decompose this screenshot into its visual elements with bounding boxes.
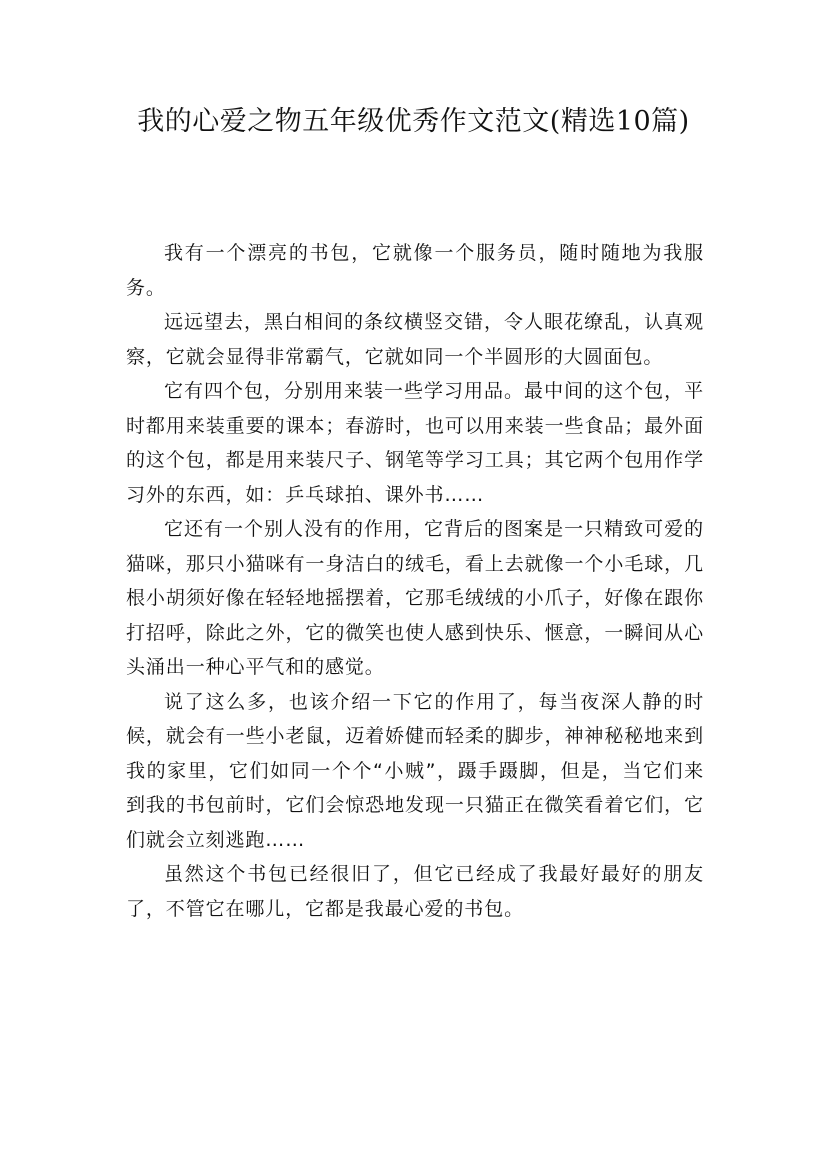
paragraph: 它有四个包，分别用来装一些学习用品。最中间的这个包，平时都用来装重要的课本；春游时，也可以用来装一些食品；最外面的这个包，都是用来装尺子、钢笔等学习工具；其它两个包用作学习外的东西，如：乒乓球拍、课外书……	[126, 380, 704, 506]
paragraph: 我有一个漂亮的书包，它就像一个服务员，随时随地为我服务。	[126, 242, 704, 299]
paragraph: 远远望去，黑白相间的条纹横竖交错，令人眼花缭乱，认真观察，它就会显得非常霸气，它就如同一个半圆形的大圆面包。	[126, 311, 704, 368]
document-body	[126, 236, 704, 926]
document-title: 我的心爱之物五年级优秀作文范文(精选10篇)	[137, 106, 690, 137]
paragraph: 虽然这个书包已经很旧了，但它已经成了我最好最好的朋友了，不管它在哪儿，它都是我最心爱的书包。	[126, 863, 704, 920]
paragraph: 它还有一个别人没有的作用，它背后的图案是一只精致可爱的猫咪，那只小猫咪有一身洁白的绒毛，看上去就像一个小毛球，几根小胡须好像在轻轻地摇摆着，它那毛绒绒的小爪子，好像在跟你打招呼，除此之外，它的微笑也使人感到快乐、惬意，一瞬间从心头涌出一种心平气和的感觉。	[126, 518, 704, 678]
paragraph: 说了这么多，也该介绍一下它的作用了，每当夜深人静的时候，就会有一些小老鼠，迈着娇健而轻柔的脚步，神神秘秘地来到我的家里，它们如同一个个“小贼”，蹑手蹑脚，但是，当它们来到我的书包前时，它们会惊恐地发现一只猫正在微笑看着它们，它们就会立刻逃跑……	[126, 690, 704, 851]
